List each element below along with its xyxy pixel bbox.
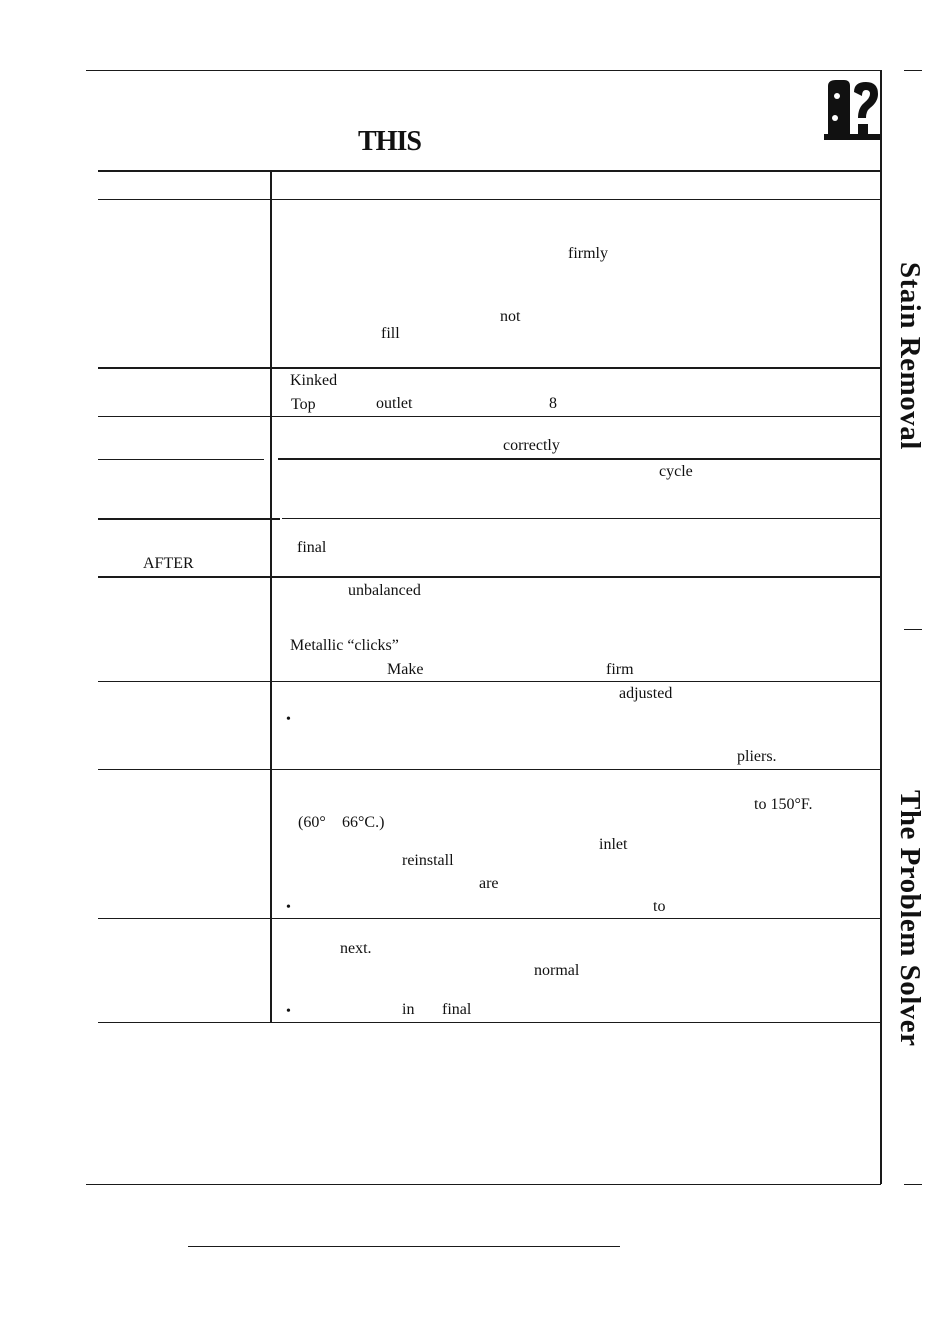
word-reinstall: reinstall — [402, 852, 454, 869]
word-cycle: cycle — [659, 463, 693, 480]
bullet-dot: • — [286, 1004, 291, 1019]
word-firm: firm — [606, 661, 634, 678]
row-separator-4b — [282, 518, 881, 519]
word-make: Make — [387, 661, 424, 678]
top-rule — [86, 70, 881, 71]
word-outlet: outlet — [376, 395, 413, 412]
word-unbalanced: unbalanced — [348, 582, 421, 599]
word-after: AFTER — [143, 555, 194, 572]
table-header-top-rule — [98, 170, 881, 172]
word-are: are — [479, 875, 499, 892]
word-eight: 8 — [549, 395, 557, 412]
column-divider — [270, 170, 272, 1022]
side-tab-problem-solver: The Problem Solver — [894, 790, 926, 1047]
word-adjusted: adjusted — [619, 685, 673, 702]
side-tab-divider — [904, 629, 922, 630]
row-separator-4a — [98, 518, 280, 520]
table-header-bottom-rule — [98, 199, 881, 200]
row-separator-3a — [98, 459, 264, 460]
side-tab-stain-removal: Stain Removal — [894, 262, 926, 450]
word-next: next. — [340, 940, 372, 957]
word-inlet: inlet — [599, 836, 628, 853]
word-60-degrees: (60° — [298, 814, 326, 831]
row-separator-3b — [278, 458, 881, 460]
right-border — [880, 70, 882, 1184]
word-final: final — [442, 1001, 472, 1018]
row-separator-2 — [98, 416, 881, 417]
word-in: in — [402, 1001, 415, 1018]
word-not: not — [500, 308, 521, 325]
footer-rule — [188, 1246, 620, 1247]
word-final: final — [297, 539, 327, 556]
row-separator-9 — [98, 1022, 881, 1023]
bullet-dot: • — [286, 900, 291, 915]
word-firmly: firmly — [568, 245, 608, 262]
row-separator-1 — [98, 367, 881, 369]
word-to-150f: to 150°F. — [754, 796, 813, 813]
word-fill: fill — [381, 325, 400, 342]
word-to: to — [653, 898, 666, 915]
word-correctly: correctly — [503, 437, 560, 454]
top-right-rule — [904, 70, 922, 71]
row-separator-5 — [98, 576, 881, 578]
row-separator-7 — [98, 769, 881, 770]
row-separator-6 — [98, 681, 881, 682]
page-title: THIS — [358, 126, 421, 157]
word-metallic-clicks: Metallic “clicks” — [290, 637, 399, 654]
row-separator-8 — [98, 918, 881, 919]
question-mark-logo-icon — [824, 78, 880, 140]
word-pliers: pliers. — [737, 748, 777, 765]
word-top: Top — [291, 396, 316, 413]
word-66-celsius: 66°C.) — [342, 814, 385, 831]
bottom-right-rule — [904, 1184, 922, 1185]
word-kinked: Kinked — [290, 372, 338, 389]
bullet-dot: • — [286, 712, 291, 727]
word-normal: normal — [534, 962, 580, 979]
bottom-rule — [86, 1184, 881, 1185]
